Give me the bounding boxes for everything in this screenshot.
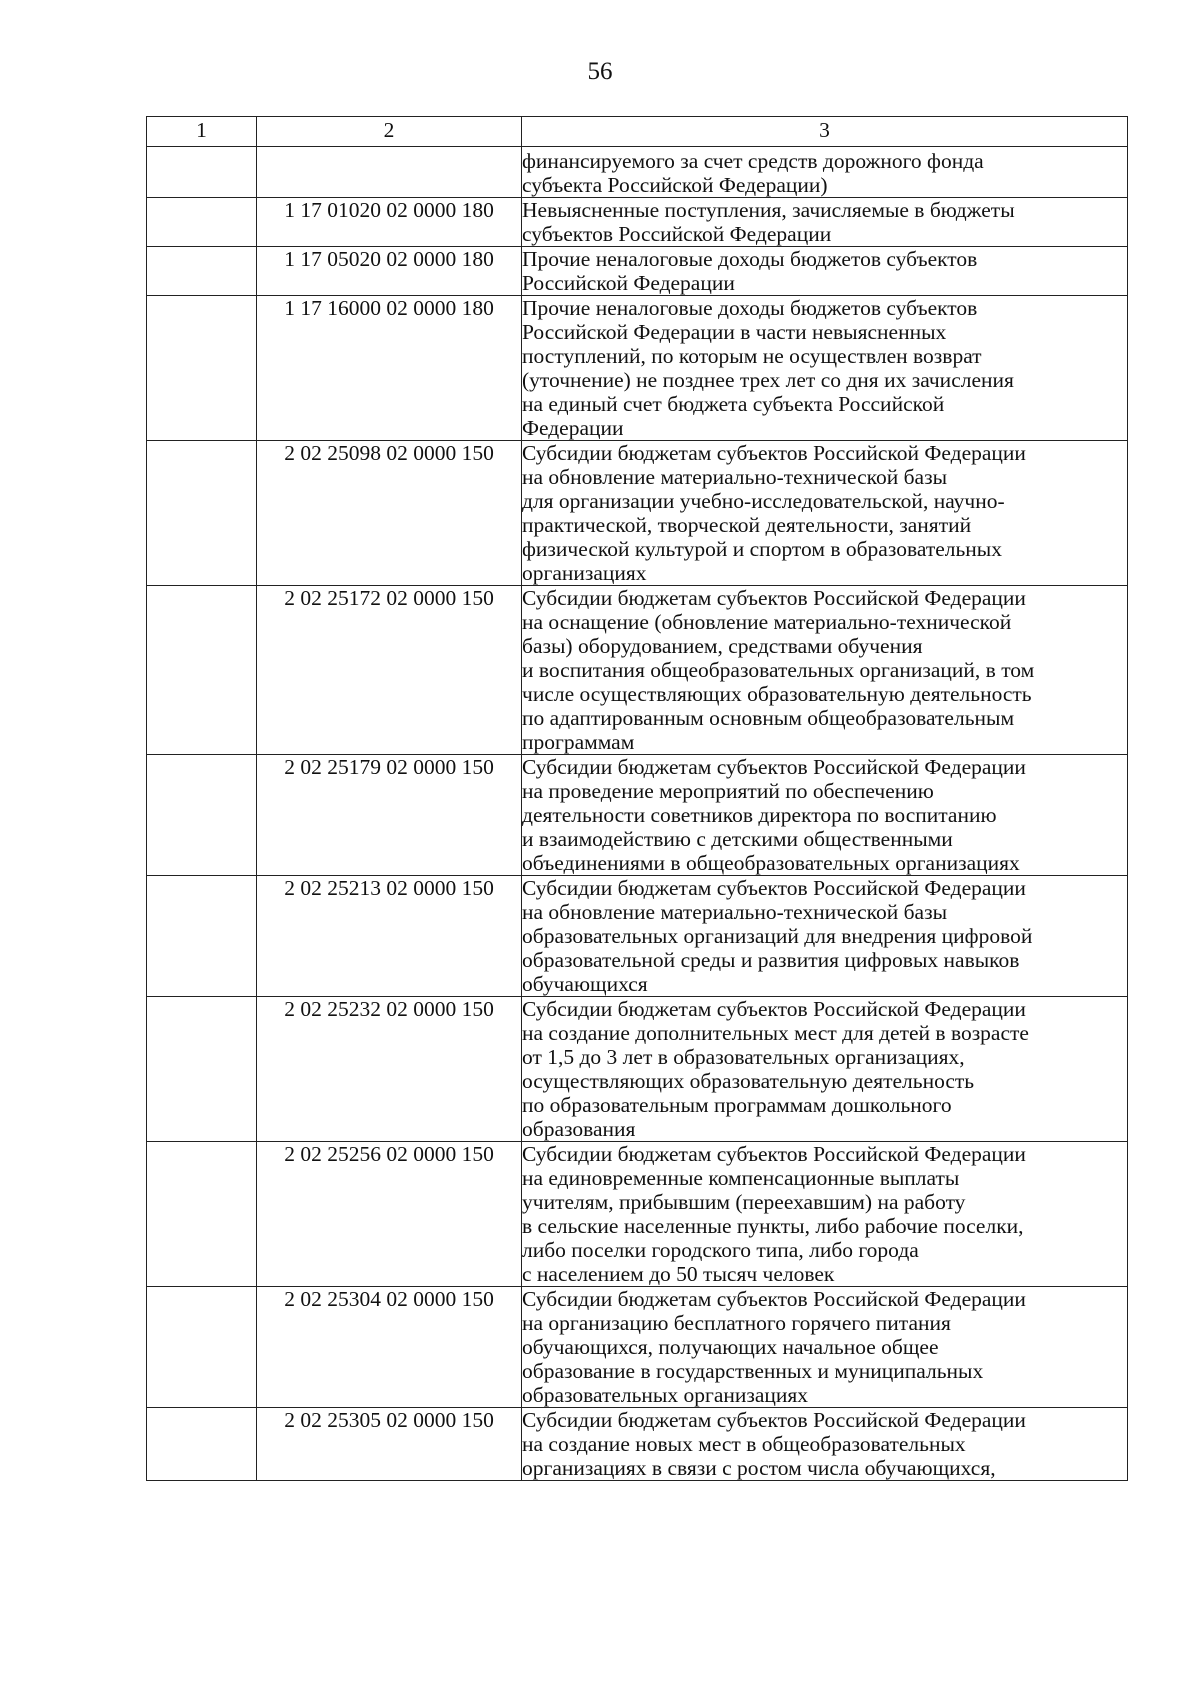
table-row — [147, 755, 1128, 876]
table-header-row — [147, 117, 1128, 147]
description-line: на организацию бесплатного горячего питания — [522, 1311, 951, 1335]
description-line: на создание дополнительных мест для детей в возрасте — [522, 1021, 1029, 1045]
description-line: Субсидии бюджетам субъектов Российской Федерации — [522, 755, 1026, 779]
description-line: Субсидии бюджетам субъектов Российской Федерации — [522, 876, 1026, 900]
budget-classification-table — [146, 116, 1128, 1481]
description-line: на обновление материально-технической базы — [522, 900, 948, 924]
description-line: Федерации — [522, 416, 624, 440]
row-number-cell — [147, 296, 257, 441]
budget-code-cell: 1 17 01020 02 0000 180 — [257, 198, 522, 247]
description-line: организациях — [522, 561, 647, 585]
description-line: организациях в связи с ростом числа обучающихся, — [522, 1456, 996, 1480]
income-description-cell — [522, 147, 1128, 198]
description-line: Субсидии бюджетам субъектов Российской Федерации — [522, 1287, 1026, 1311]
description-line: образования — [522, 1117, 636, 1141]
description-line: образовательных организациях — [522, 1383, 809, 1407]
table-row — [147, 1287, 1128, 1408]
table-row — [147, 441, 1128, 586]
income-description-cell — [522, 1287, 1128, 1408]
table-row — [147, 997, 1128, 1142]
description-line: либо поселки городского типа, либо города — [522, 1238, 919, 1262]
budget-code-cell: 2 02 25179 02 0000 150 — [257, 755, 522, 876]
description-line: на проведение мероприятий по обеспечению — [522, 779, 934, 803]
row-number-cell — [147, 441, 257, 586]
description-line: субъектов Российской Федерации — [522, 222, 832, 246]
table-row — [147, 198, 1128, 247]
row-number-cell — [147, 198, 257, 247]
description-line: по образовательным программам дошкольного — [522, 1093, 952, 1117]
description-line: Субсидии бюджетам субъектов Российской Федерации — [522, 441, 1026, 465]
income-description-cell — [522, 755, 1128, 876]
budget-code-cell: 2 02 25213 02 0000 150 — [257, 876, 522, 997]
row-number-cell — [147, 247, 257, 296]
budget-code-cell: 2 02 25098 02 0000 150 — [257, 441, 522, 586]
description-line: обучающихся, получающих начальное общее — [522, 1335, 939, 1359]
income-description-cell — [522, 876, 1128, 997]
column-header-2: 2 — [257, 117, 522, 147]
description-line: образование в государственных и муниципальных — [522, 1359, 984, 1383]
income-description-cell — [522, 997, 1128, 1142]
description-line: Российской Федерации в части невыясненных — [522, 320, 947, 344]
description-line: от 1,5 до 3 лет в образовательных организациях, — [522, 1045, 965, 1069]
description-line: образовательных организаций для внедрения цифровой — [522, 924, 1033, 948]
income-description-cell — [522, 247, 1128, 296]
table-row — [147, 147, 1128, 198]
description-line: Прочие неналоговые доходы бюджетов субъектов — [522, 296, 978, 320]
budget-code-cell: 2 02 25256 02 0000 150 — [257, 1142, 522, 1287]
income-description-cell — [522, 586, 1128, 755]
column-header-1: 1 — [147, 117, 257, 147]
description-line: на оснащение (обновление материально-технической — [522, 610, 1012, 634]
description-line: деятельности советников директора по воспитанию — [522, 803, 997, 827]
income-description-cell — [522, 1408, 1128, 1481]
column-header-3: 3 — [522, 117, 1128, 147]
table-row — [147, 876, 1128, 997]
description-line: на единовременные компенсационные выплаты — [522, 1166, 960, 1190]
row-number-cell — [147, 586, 257, 755]
page-number: 56 — [587, 58, 613, 85]
row-number-cell — [147, 1142, 257, 1287]
budget-code-cell — [257, 147, 522, 198]
row-number-cell — [147, 1287, 257, 1408]
description-line: программам — [522, 730, 635, 754]
description-line: (уточнение) не позднее трех лет со дня их зачисления — [522, 368, 1014, 392]
description-line: на обновление материально-технической базы — [522, 465, 948, 489]
description-line: Субсидии бюджетам субъектов Российской Федерации — [522, 997, 1026, 1021]
description-line: Субсидии бюджетам субъектов Российской Федерации — [522, 586, 1026, 610]
row-number-cell — [147, 1408, 257, 1481]
income-description-cell — [522, 441, 1128, 586]
description-line: с населением до 50 тысяч человек — [522, 1262, 835, 1286]
budget-code-cell: 1 17 05020 02 0000 180 — [257, 247, 522, 296]
budget-code-cell: 1 17 16000 02 0000 180 — [257, 296, 522, 441]
budget-code-cell: 2 02 25232 02 0000 150 — [257, 997, 522, 1142]
table-body — [147, 147, 1128, 1481]
description-line: объединениями в общеобразовательных организациях — [522, 851, 1020, 875]
description-line: и воспитания общеобразовательных организаций, в том — [522, 658, 1035, 682]
description-line: на создание новых мест в общеобразовательных — [522, 1432, 966, 1456]
description-line: практической, творческой деятельности, занятий — [522, 513, 972, 537]
description-line: Российской Федерации — [522, 271, 735, 295]
row-number-cell — [147, 755, 257, 876]
description-line: и взаимодействию с детскими общественными — [522, 827, 953, 851]
table-row — [147, 586, 1128, 755]
description-line: осуществляющих образовательную деятельность — [522, 1069, 975, 1093]
table-row — [147, 1408, 1128, 1481]
description-line: числе осуществляющих образовательную деятельность — [522, 682, 1032, 706]
description-line: Субсидии бюджетам субъектов Российской Федерации — [522, 1408, 1026, 1432]
description-line: образовательной среды и развития цифровых навыков — [522, 948, 1020, 972]
description-line: базы) оборудованием, средствами обучения — [522, 634, 923, 658]
row-number-cell — [147, 876, 257, 997]
income-description-cell — [522, 198, 1128, 247]
description-line: субъекта Российской Федерации) — [522, 173, 828, 197]
description-line: Субсидии бюджетам субъектов Российской Федерации — [522, 1142, 1026, 1166]
row-number-cell — [147, 147, 257, 198]
description-line: учителям, прибывшим (переехавшим) на работу — [522, 1190, 966, 1214]
description-line: в сельские населенные пункты, либо рабочие поселки, — [522, 1214, 1024, 1238]
table-row — [147, 247, 1128, 296]
table-row — [147, 1142, 1128, 1287]
description-line: по адаптированным основным общеобразовательным — [522, 706, 1015, 730]
budget-code-cell: 2 02 25304 02 0000 150 — [257, 1287, 522, 1408]
description-line: Прочие неналоговые доходы бюджетов субъектов — [522, 247, 978, 271]
budget-code-cell: 2 02 25305 02 0000 150 — [257, 1408, 522, 1481]
description-line: для организации учебно-исследовательской, научно- — [522, 489, 1005, 513]
income-description-cell — [522, 1142, 1128, 1287]
description-line: Невыясненные поступления, зачисляемые в бюджеты — [522, 198, 1015, 222]
income-description-cell — [522, 296, 1128, 441]
table-row — [147, 296, 1128, 441]
description-line: на единый счет бюджета субъекта Российской — [522, 392, 945, 416]
description-line: обучающихся — [522, 972, 648, 996]
description-line: финансируемого за счет средств дорожного фонда — [522, 149, 984, 173]
row-number-cell — [147, 997, 257, 1142]
budget-code-cell: 2 02 25172 02 0000 150 — [257, 586, 522, 755]
description-line: поступлений, по которым не осуществлен возврат — [522, 344, 982, 368]
description-line: физической культурой и спортом в образовательных — [522, 537, 1002, 561]
